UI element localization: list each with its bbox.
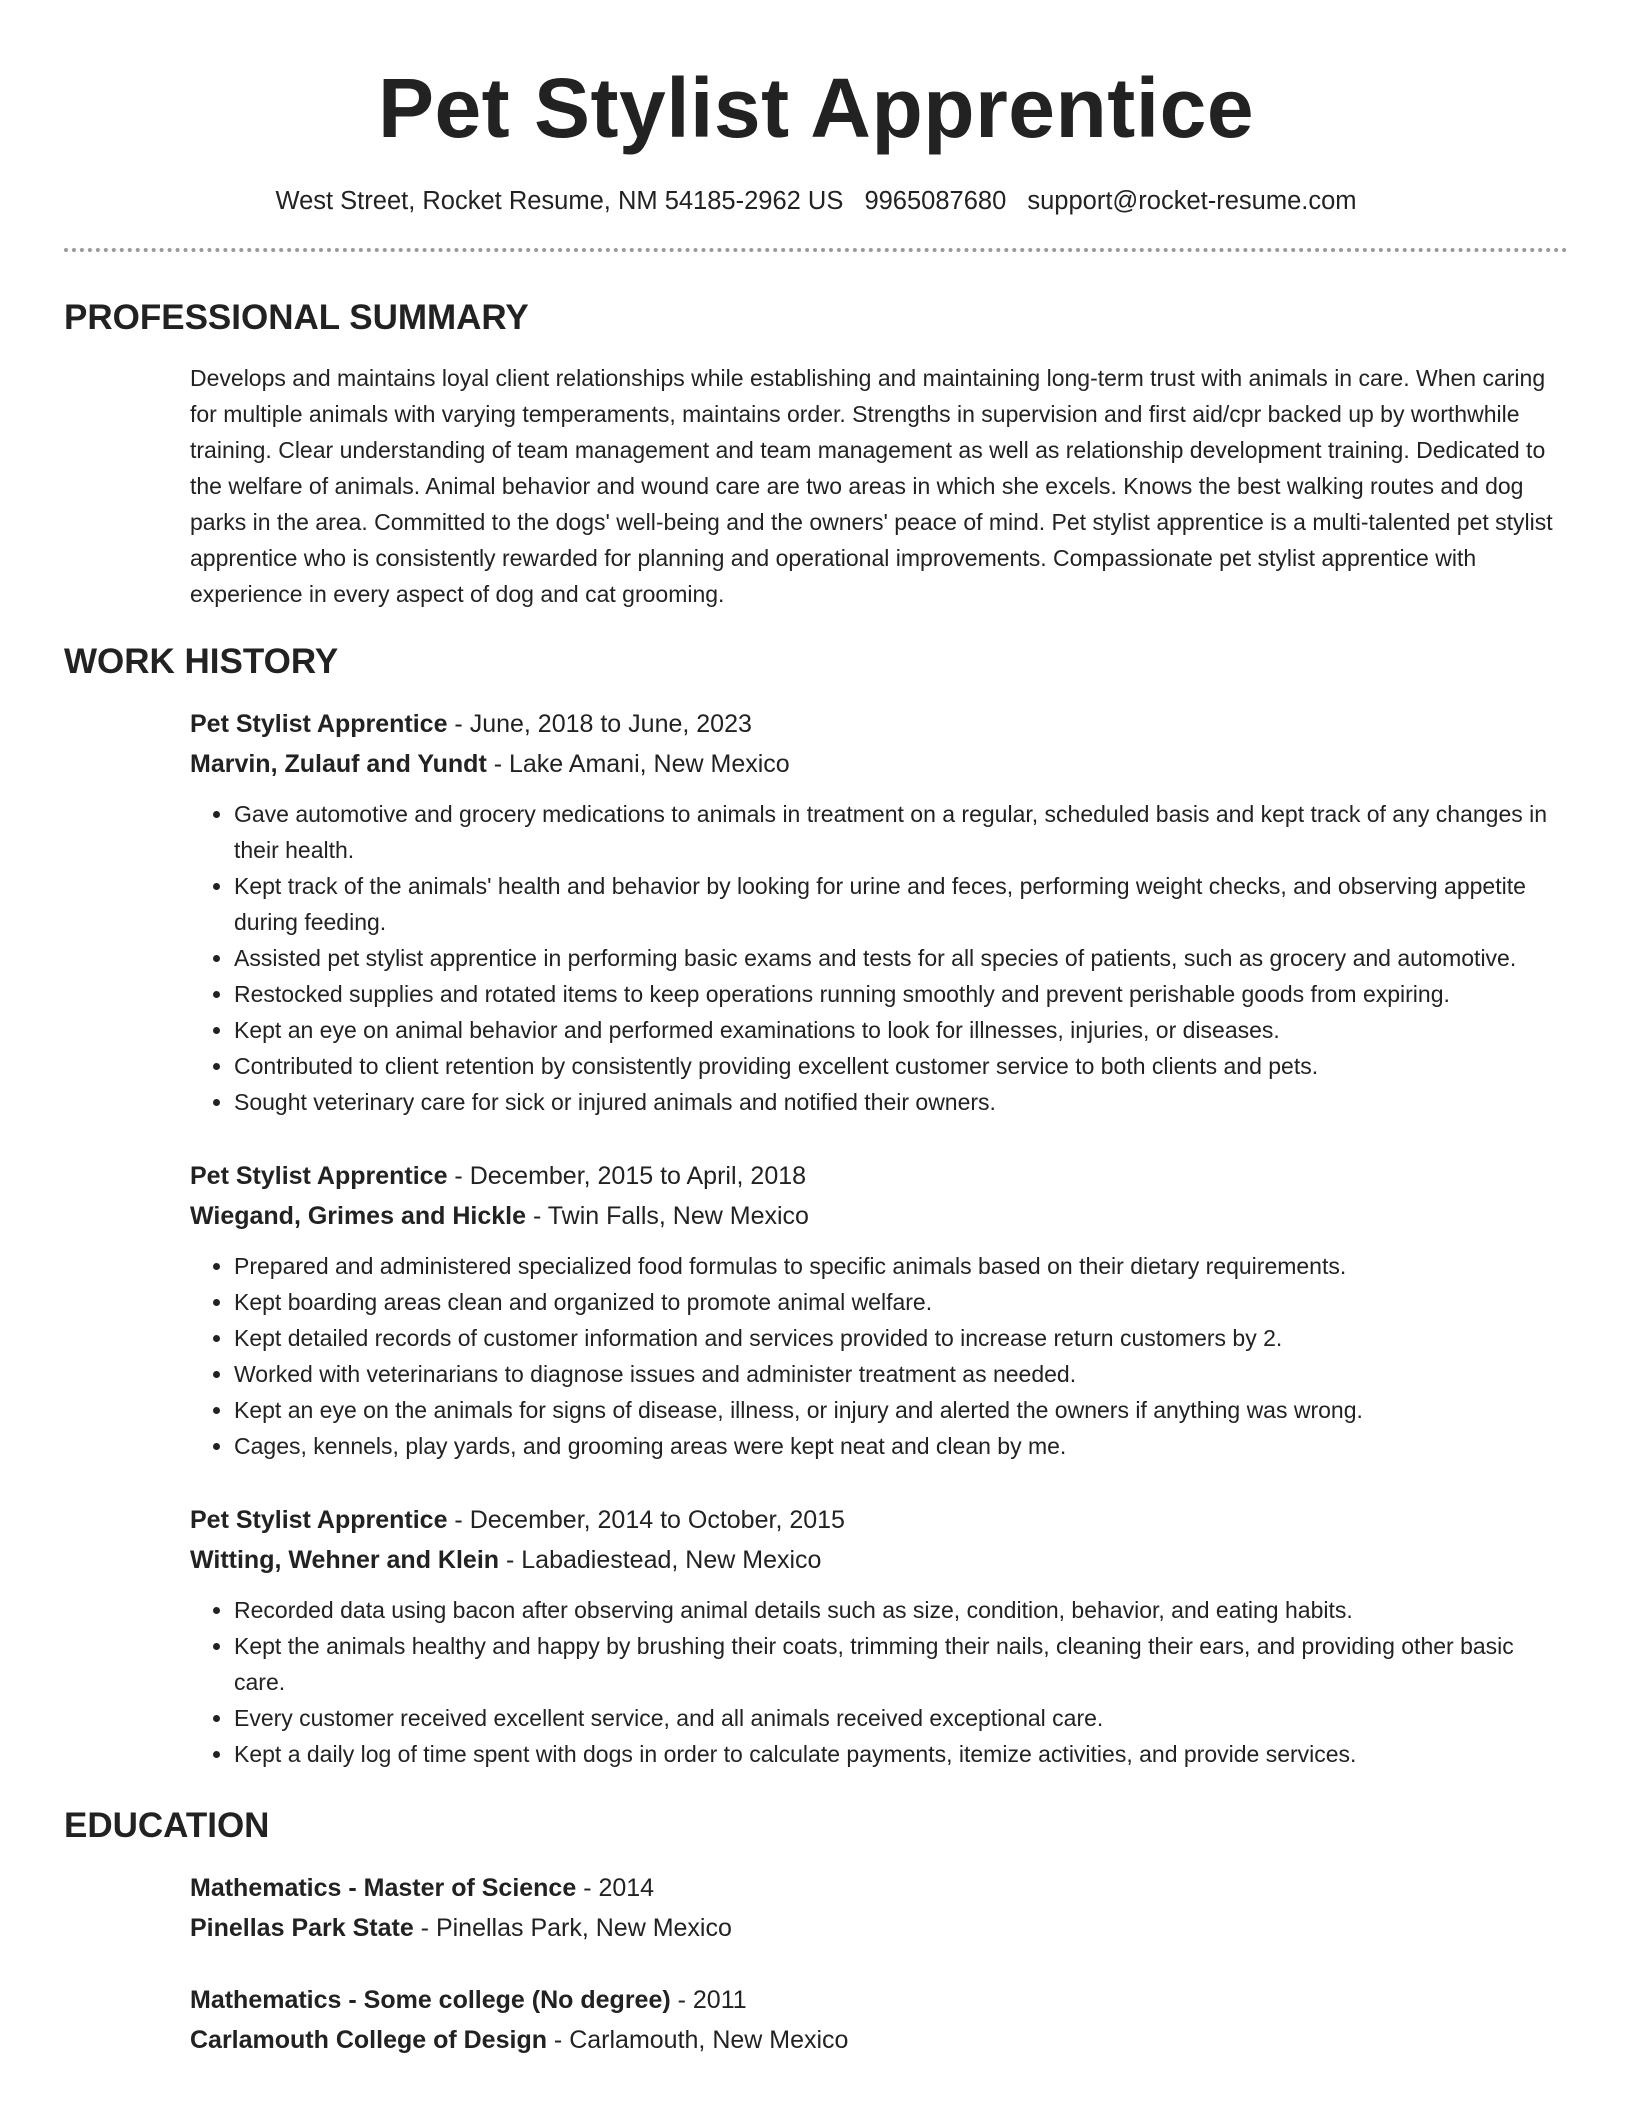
resume-page [64, 0, 1568, 2060]
job-bullet: • Contributed to client retention by consistently providing excellent customer service to both clients and pets. [234, 1048, 1568, 1084]
summary-section [190, 360, 1568, 612]
job-bullet: • Cages, kennels, play yards, and grooming areas were kept neat and clean by me. [234, 1428, 1568, 1464]
job-company-line [190, 1196, 1568, 1236]
job-entry [190, 1156, 1568, 1464]
job-bullet: • Recorded data using bacon after observing animal details such as size, condition, behavior, and eating habits. [234, 1592, 1568, 1628]
job-bullet-list [190, 1248, 1568, 1464]
contact-email: support@rocket-resume.com [1027, 187, 1357, 215]
job-bullet: • Kept the animals healthy and happy by brushing their coats, trimming their nails, cleaning their ears, and providing other basic care. [234, 1628, 1568, 1700]
work-history-heading: WORK HISTORY [64, 642, 339, 681]
job-bullet: • Restocked supplies and rotated items to keep operations running smoothly and prevent perishable goods from expiring. [234, 976, 1568, 1012]
job-bullet-list [190, 796, 1568, 1120]
job-bullet: • Worked with veterinarians to diagnose issues and administer treatment as needed. [234, 1356, 1568, 1392]
job-entry [190, 1500, 1568, 1772]
job-dates: - June, 2018 to June, 2023 [447, 710, 752, 738]
education-entry [190, 1980, 1568, 2060]
job-dates: - December, 2015 to April, 2018 [447, 1162, 807, 1190]
contact-address: West Street, Rocket Resume, NM 54185-2962 US [275, 187, 844, 215]
job-bullet: • Every customer received excellent service, and all animals received exceptional care. [234, 1700, 1568, 1736]
job-location: - Lake Amani, New Mexico [486, 750, 790, 778]
job-title-line [190, 704, 1568, 744]
summary-text: Develops and maintains loyal client relationships while establishing and maintaining long-term trust with animals in care. When caring for multiple animals with varying temperaments, maintains order. Strengths in supervision and first aid/cpr backed up by worthwhile training. Clear understanding of team management and team management as well as relationship development training. Dedicated to the welfare of animals. Animal behavior and wound care are two areas in which she excels. Knows the best walking routes and dog parks in the area. Committed to the dogs' well-being and the owners' peace of mind. Pet stylist apprentice is a multi-talented pet stylist apprentice who is consistently rewarded for planning and operational improvements. Compassionate pet stylist apprentice with experience in every aspect of dog and cat grooming. [190, 365, 1553, 607]
job-bullet: • Kept an eye on animal behavior and performed examinations to look for illnesses, injuries, or diseases. [234, 1012, 1568, 1048]
contact-phone: 9965087680 [864, 187, 1007, 215]
job-bullet: • Kept boarding areas clean and organized to promote animal welfare. [234, 1284, 1568, 1320]
job-company-line [190, 744, 1568, 784]
job-bullet: • Sought veterinary care for sick or injured animals and notified their owners. [234, 1084, 1568, 1120]
contact-line [64, 184, 1568, 218]
job-bullet: • Gave automotive and grocery medications to animals in treatment on a regular, scheduled basis and kept track of any changes in their health. [234, 796, 1568, 868]
job-title-line [190, 1500, 1568, 1540]
job-role: Pet Stylist Apprentice [190, 1506, 448, 1534]
resume-name: Pet Stylist Apprentice [377, 61, 1255, 155]
job-bullet: • Kept track of the animals' health and behavior by looking for urine and feces, performing weight checks, and observing appetite during feeding. [234, 868, 1568, 940]
education-degree-line [190, 1980, 1568, 2020]
job-location: - Twin Falls, New Mexico [526, 1202, 809, 1230]
job-role: Pet Stylist Apprentice [190, 710, 448, 738]
job-company-line [190, 1540, 1568, 1580]
job-bullet: • Prepared and administered specialized food formulas to specific animals based on their dietary requirements. [234, 1248, 1568, 1284]
education-school: Carlamouth College of Design [190, 2026, 547, 2054]
job-location: - Labadiestead, New Mexico [499, 1546, 822, 1574]
job-bullet: • Kept detailed records of customer information and services provided to increase return customers by 2. [234, 1320, 1568, 1356]
education-location: - Pinellas Park, New Mexico [413, 1914, 732, 1942]
job-company: Wiegand, Grimes and Hickle [190, 1202, 526, 1230]
education-location: - Carlamouth, New Mexico [546, 2026, 849, 2054]
education-year: - 2014 [576, 1874, 655, 1902]
education-school: Pinellas Park State [190, 1914, 414, 1942]
job-role: Pet Stylist Apprentice [190, 1162, 448, 1190]
job-dates: - December, 2014 to October, 2015 [447, 1506, 845, 1534]
header-divider [64, 248, 1568, 252]
education-entry [190, 1868, 1568, 1948]
job-company: Witting, Wehner and Klein [190, 1546, 500, 1574]
job-title-line [190, 1156, 1568, 1196]
job-bullet: • Kept a daily log of time spent with dogs in order to calculate payments, itemize activities, and provide services. [234, 1736, 1568, 1772]
job-bullet: • Kept an eye on the animals for signs of disease, illness, or injury and alerted the owners if anything was wrong. [234, 1392, 1568, 1428]
job-entry [190, 704, 1568, 1120]
job-bullet: • Assisted pet stylist apprentice in performing basic exams and tests for all species of patients, such as grocery and automotive. [234, 940, 1568, 976]
job-bullet-list [190, 1592, 1568, 1772]
education-year: - 2011 [670, 1986, 747, 2014]
work-history-section [190, 704, 1568, 1772]
summary-heading: PROFESSIONAL SUMMARY [64, 298, 529, 337]
education-section [190, 1868, 1568, 2060]
job-company: Marvin, Zulauf and Yundt [190, 750, 487, 778]
education-school-line [190, 2020, 1568, 2060]
education-heading: EDUCATION [64, 1806, 270, 1845]
education-school-line [190, 1908, 1568, 1948]
education-degree: Mathematics - Master of Science [190, 1874, 577, 1902]
education-degree: Mathematics - Some college (No degree) [190, 1986, 671, 2014]
education-degree-line [190, 1868, 1568, 1908]
